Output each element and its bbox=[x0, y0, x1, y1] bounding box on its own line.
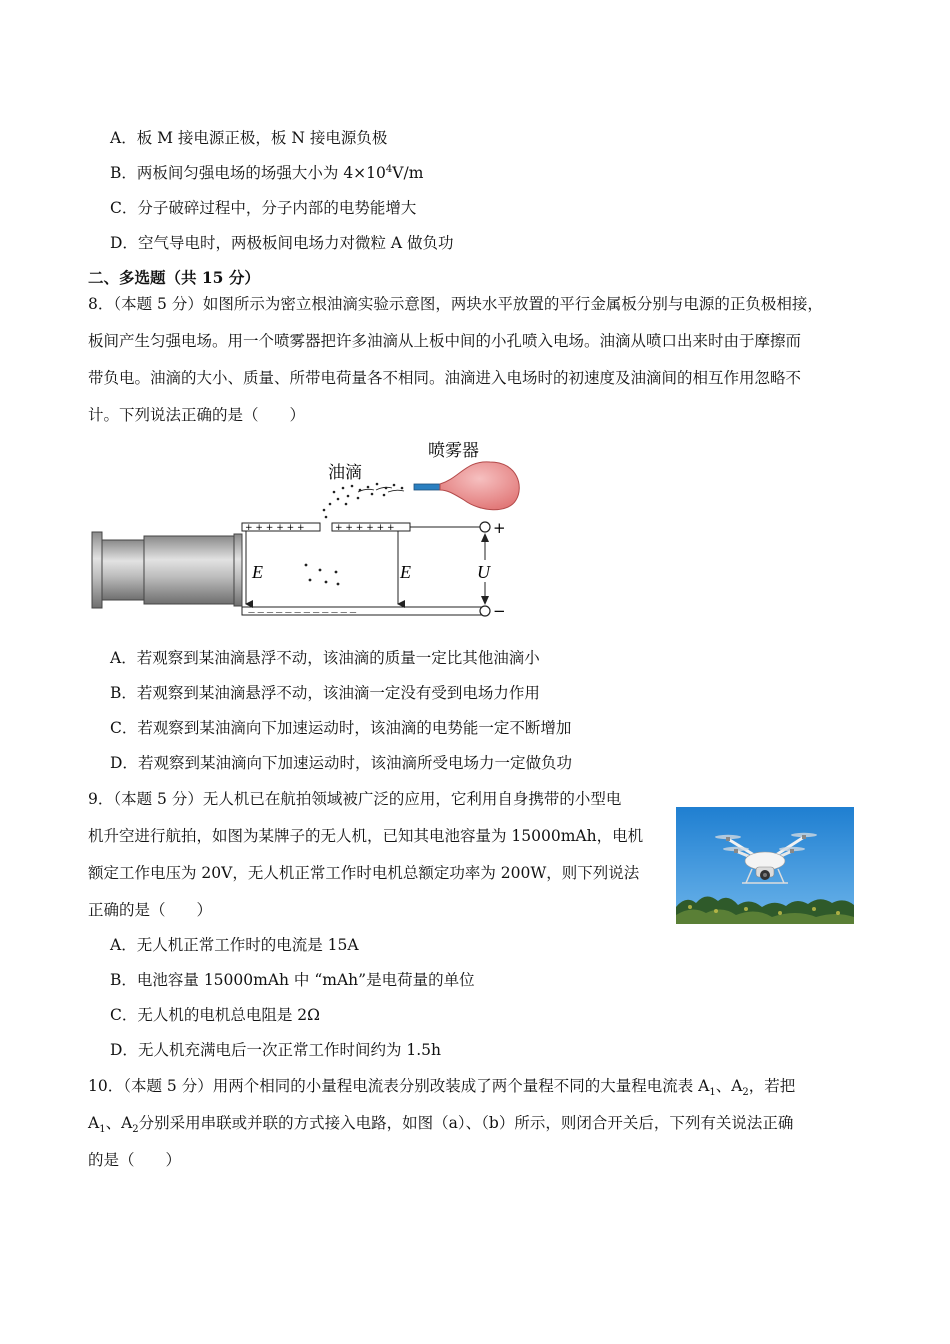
section-title: 二、多选题（共 15 分） bbox=[88, 268, 260, 287]
q8-stem-line: 8．（本题 5 分）如图所示为密立根油滴实验示意图，两块水平放置的平行金属板分别与电源的正负极相接， bbox=[88, 295, 823, 313]
q8-stem-line: 带负电。油滴的大小、质量、所带电荷量各不相同。油滴进入电场时的初速度及油滴间的相互作用忽略不 bbox=[88, 369, 802, 387]
bottom-plate-charges: — — — — — — — — — — — — bbox=[248, 608, 357, 616]
drone-photo bbox=[676, 807, 854, 924]
q10-text: A bbox=[88, 1114, 100, 1132]
subscript: 1 bbox=[709, 1087, 716, 1099]
q10-text: ，若把 bbox=[748, 1077, 796, 1095]
microscope bbox=[92, 532, 242, 608]
option-unit: V/m bbox=[392, 164, 424, 182]
option-label: C． bbox=[110, 719, 138, 737]
option-label: B． bbox=[110, 971, 137, 989]
option-text: 板 M 接电源正极，板 N 接电源负极 bbox=[136, 129, 388, 147]
q9-option-a bbox=[110, 935, 359, 955]
minus-sign: − bbox=[493, 602, 506, 620]
sprayer-label: 喷雾器 bbox=[428, 441, 479, 461]
voltage-arrowhead-up bbox=[481, 533, 489, 542]
q9-option-d bbox=[110, 1040, 441, 1060]
option-text: 无人机的电机总电阻是 2Ω bbox=[137, 1006, 321, 1024]
option-label: C． bbox=[110, 1006, 138, 1024]
sprayer-bulb bbox=[440, 462, 519, 510]
top-plate-charges: + + + + + + bbox=[335, 523, 395, 533]
q7-option-a bbox=[110, 128, 387, 148]
option-label: D． bbox=[110, 754, 138, 772]
option-text: 若观察到某油滴悬浮不动，该油滴一定没有受到电场力作用 bbox=[136, 684, 540, 702]
option-label: D． bbox=[110, 1041, 138, 1059]
q9-stem-line: 机升空进行航拍，如图为某牌子的无人机，已知其电池容量为 15000mAh，电机 bbox=[88, 827, 644, 845]
terminal-negative bbox=[480, 606, 490, 616]
q10-stem-line bbox=[88, 1113, 794, 1136]
option-text: 若观察到某油滴悬浮不动，该油滴的质量一定比其他油滴小 bbox=[136, 649, 540, 667]
q8-option-a bbox=[110, 648, 540, 668]
q10-text: 、A bbox=[105, 1114, 133, 1132]
millikan-oil-drop-diagram bbox=[88, 432, 528, 622]
option-label: D． bbox=[110, 234, 138, 252]
terminal-positive bbox=[480, 522, 490, 532]
option-text: 分子破碎过程中，分子内部的电势能增大 bbox=[137, 199, 417, 217]
q7-option-d bbox=[110, 233, 454, 253]
field-label-right: E bbox=[400, 562, 411, 582]
option-label: A． bbox=[110, 129, 137, 147]
option-text: 若观察到某油滴向下加速运动时，该油滴的电势能一定不断增加 bbox=[137, 719, 572, 737]
option-text: 若观察到某油滴向下加速运动时，该油滴所受电场力一定做负功 bbox=[137, 754, 572, 772]
option-text: 无人机充满电后一次正常工作时间约为 1.5h bbox=[137, 1041, 441, 1059]
subscript: 1 bbox=[99, 1124, 106, 1136]
plus-sign: + bbox=[493, 519, 506, 537]
field-label-left: E bbox=[252, 562, 263, 582]
oil-drops-in-field bbox=[305, 564, 340, 586]
option-text: 空气导电时，两极板间电场力对微粒 A 做负功 bbox=[137, 234, 454, 252]
q9-stem-line: 9．（本题 5 分）无人机已在航拍领域被广泛的应用，它利用自身携带的小型电 bbox=[88, 790, 622, 808]
sprayer-nozzle bbox=[414, 484, 440, 490]
oil-drop-label: 油滴 bbox=[328, 463, 362, 483]
voltage-arrowhead-down bbox=[481, 596, 489, 605]
option-text: 无人机正常工作时的电流是 15A bbox=[136, 936, 359, 954]
q10-text: 、A bbox=[715, 1077, 743, 1095]
exponent: 4 bbox=[385, 163, 393, 175]
option-text: 两板间匀强电场的场强大小为 4×10 bbox=[136, 164, 386, 182]
q9-stem-line: 额定工作电压为 20V，无人机正常工作时电机总额定功率为 200W，则下列说法 bbox=[88, 864, 640, 882]
q8-option-b bbox=[110, 683, 540, 703]
q8-option-d bbox=[110, 753, 572, 773]
q8-option-c bbox=[110, 718, 571, 738]
q8-stem-line: 板间产生匀强电场。用一个喷雾器把许多油滴从上板中间的小孔喷入电场。油滴从喷口出来时由于摩擦而 bbox=[88, 332, 802, 350]
q10-stem-line: 的是（ ） bbox=[88, 1151, 182, 1169]
q7-option-b bbox=[110, 163, 423, 183]
option-label: A． bbox=[110, 649, 137, 667]
option-label: A． bbox=[110, 936, 137, 954]
q9-stem-line: 正确的是（ ） bbox=[88, 901, 213, 919]
voltage-label: U bbox=[477, 562, 490, 582]
option-label: B． bbox=[110, 164, 137, 182]
q9-option-c bbox=[110, 1005, 320, 1025]
q10-text: 分别采用串联或并联的方式接入电路，如图（a）、（b）所示，则闭合开关后，下列有关说法正确 bbox=[138, 1114, 794, 1132]
subscript: 2 bbox=[132, 1124, 139, 1136]
top-plate-charges: + + + + + + bbox=[245, 523, 305, 533]
q7-option-c bbox=[110, 198, 416, 218]
subscript: 2 bbox=[742, 1087, 749, 1099]
q10-text: 10．（本题 5 分）用两个相同的小量程电流表分别改装成了两个量程不同的大量程电流表 A bbox=[88, 1077, 710, 1095]
oil-spray bbox=[323, 483, 404, 519]
q8-stem-line: 计。下列说法正确的是（ ） bbox=[88, 406, 306, 424]
option-label: B． bbox=[110, 684, 137, 702]
option-label: C． bbox=[110, 199, 138, 217]
q10-stem-line bbox=[88, 1076, 796, 1099]
option-text: 电池容量 15000mAh 中 “mAh”是电荷量的单位 bbox=[136, 971, 475, 989]
q9-option-b bbox=[110, 970, 475, 990]
